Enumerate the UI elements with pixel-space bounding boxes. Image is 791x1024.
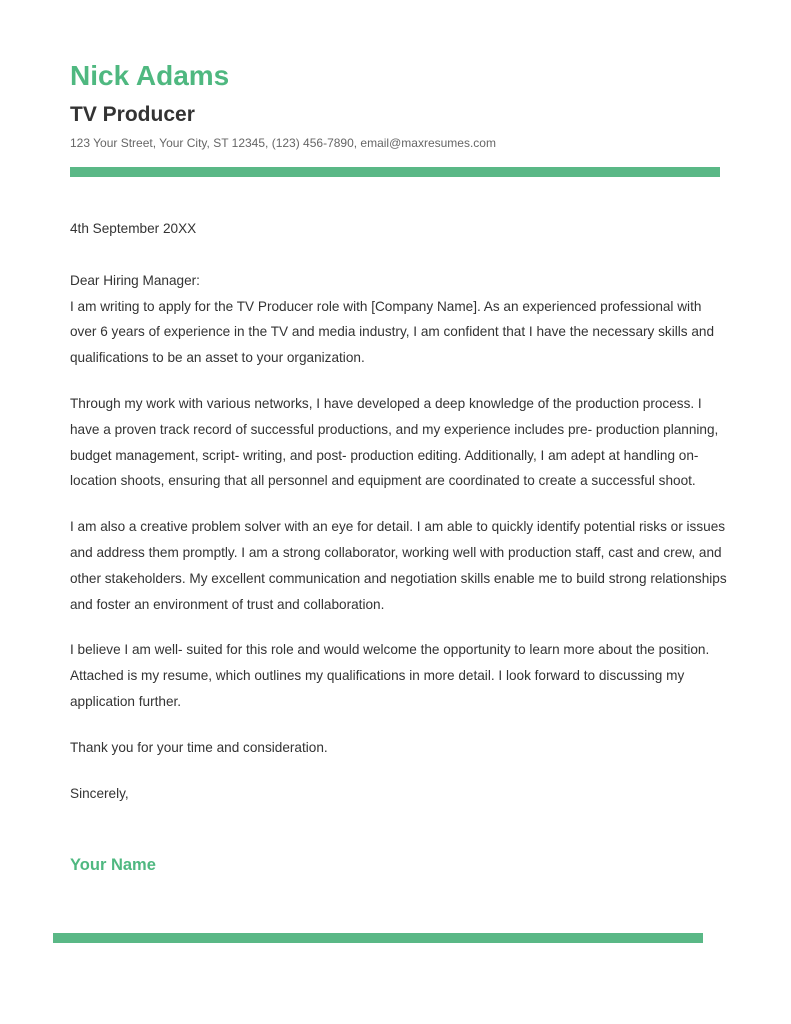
letter-body [70,216,730,806]
job-title: TV Producer [70,103,195,126]
paragraph-4: I believe I am well- suited for this role and would welcome the opportunity to learn more about the position. Attached is my resume, which outlines my qualifications in more detail. I look forward to discussing my application further. [70,642,710,709]
paragraph-2: Through my work with various networks, I have developed a deep knowledge of the production process. I have a proven track record of successful productions, and my experience includes pre- production planning, budget management, script- writing, and post- production editing. Additionally, I am adept at handling on- location shoots, ensuring that all personnel and equipment are coordinated to create a successful shoot. [70,395,719,489]
salutation: Dear Hiring Manager: [70,272,200,288]
letter-date: 4th September 20XX [70,221,197,236]
paragraph-1: I am writing to apply for the TV Producer role with [Company Name]. As an experienced professional with over 6 years of experience in the TV and media industry, I am confident that I have the necessary skills and qualifications to be an asset to your organization. [70,298,715,366]
closing: Sincerely, [70,785,129,801]
paragraph-3: I am also a creative problem solver with an eye for detail. I am able to quickly identify potential risks or issues and address them promptly. I am a strong collaborator, working well with production staff, cast and crew, and other stakeholders. My excellent communication and negotiation skills enable me to build strong relationships and foster an environment of trust and collaboration. [70,519,727,612]
signature-name: Your Name [70,856,156,874]
contact-line: 123 Your Street, Your City, ST 12345, (123) 456-7890, email@maxresumes.com [70,136,496,150]
applicant-name: Nick Adams [70,60,230,91]
header-divider [70,167,720,177]
footer-divider [53,933,703,943]
paragraph-5: Thank you for your time and consideration. [70,739,328,755]
